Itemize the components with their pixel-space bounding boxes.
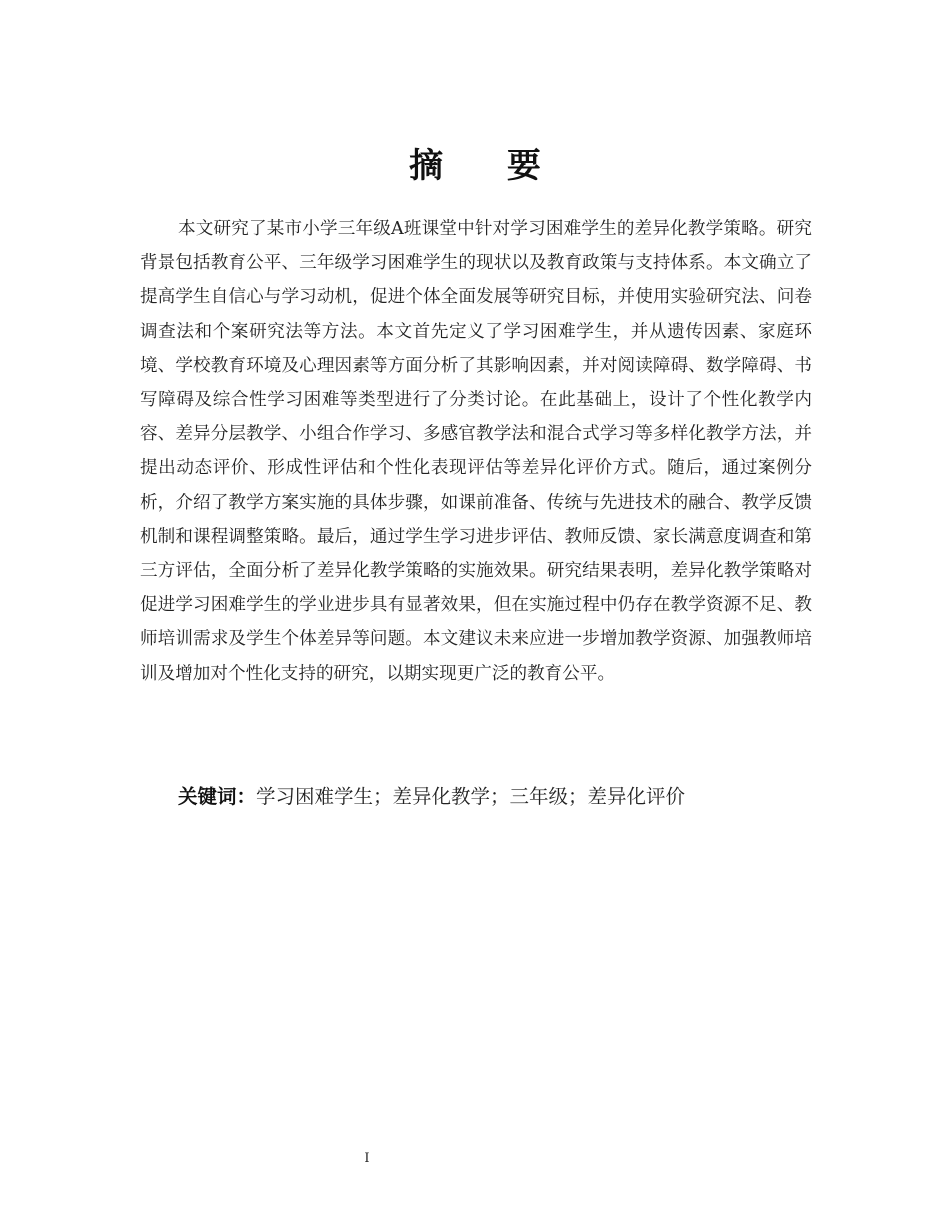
keywords-label: 关键词：	[178, 785, 257, 808]
abstract-body: 本文研究了某市小学三年级A班课堂中针对学习困难学生的差异化教学策略。研究背景包括教育公平、三年级学习困难学生的现状以及教育政策与支持体系。本文确立了提高学生自信心与学习动机，促进个体全面发展等研究目标，并使用实验研究法、问卷调查法和个案研究法等方法。本文首先定义了学习困难学生，并从遗传因素、家庭环境、学校教育环境及心理因素等方面分析了其影响因素，并对阅读障碍、数学障碍、书写障碍及综合性学习困难等类型进行了分类讨论。在此基础上，设计了个性化教学内容、差异分层教学、小组合作学习、多感官教学法和混合式学习等多样化教学方法，并提出动态评价、形成性评估和个性化表现评估等差异化评价方式。随后，通过案例分析，介绍了教学方案实施的具体步骤，如课前准备、传统与先进技术的融合、教学反馈机制和课程调整策略。最后，通过学生学习进步评估、教师反馈、家长满意度调查和第三方评估，全面分析了差异化教学策略的实施效果。研究结果表明，差异化教学策略对促进学习困难学生的学业进步具有显著效果，但在实施过程中仍存在教学资源不足、教师培训需求及学生个体差异等问题。本文建议未来应进一步增加教学资源、加强教师培训及增加对个性化支持的研究，以期实现更广泛的教育公平。	[140, 219, 812, 684]
page-number: I	[364, 1151, 370, 1166]
abstract-heading: 摘 要	[409, 146, 567, 186]
keywords-text: 学习困难学生；差异化教学；三年级；差异化评价	[256, 785, 686, 808]
keywords-line	[178, 780, 818, 814]
